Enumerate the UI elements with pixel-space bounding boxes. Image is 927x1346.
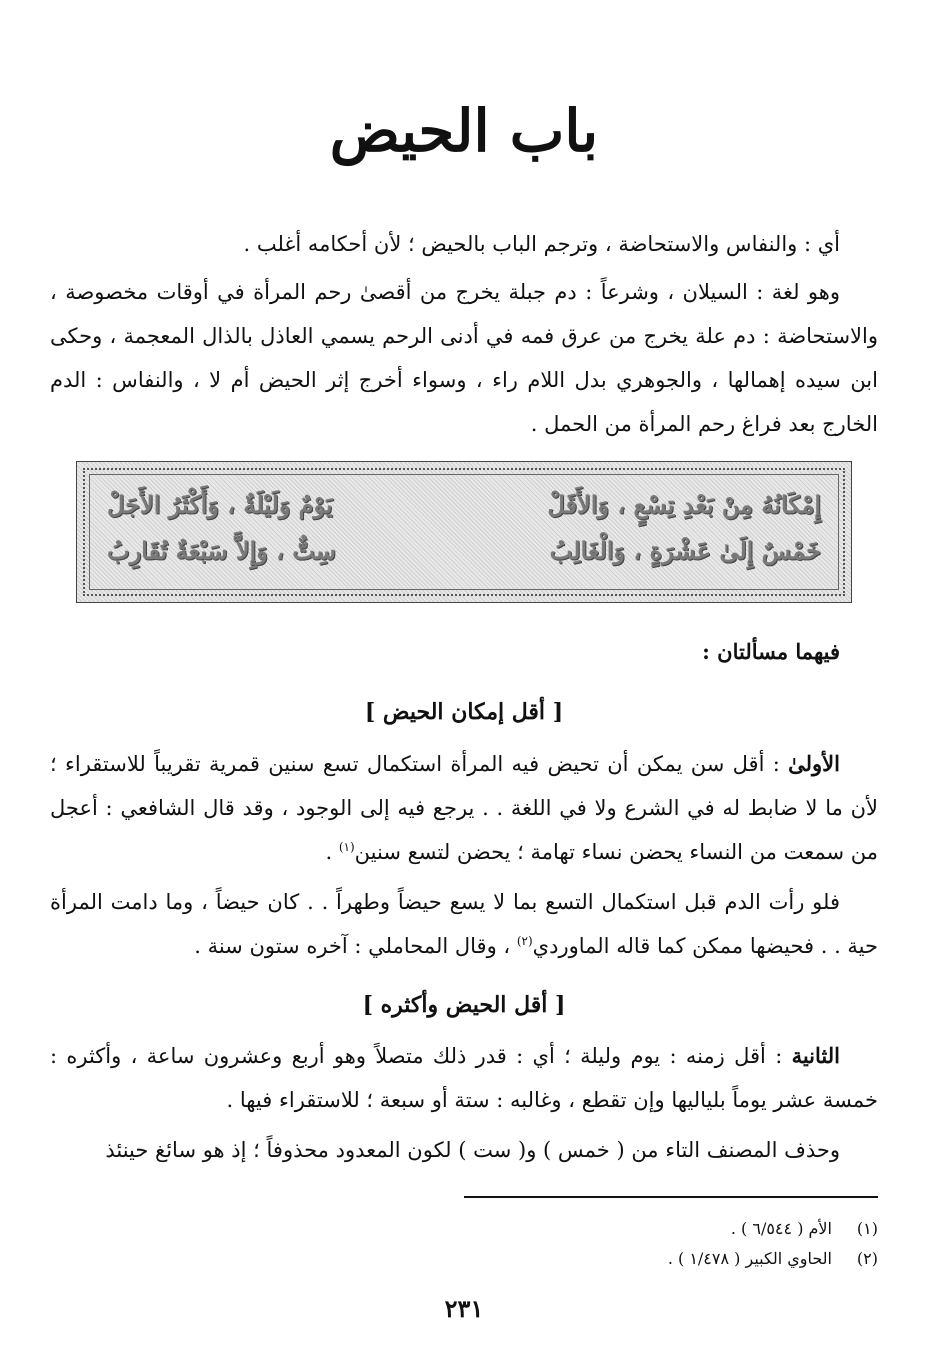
verse-box xyxy=(76,461,852,603)
section-2-lead: الثانية xyxy=(791,1043,840,1068)
page xyxy=(50,0,878,1346)
section-2-paragraph-1 xyxy=(50,1034,878,1122)
footnote-1 xyxy=(50,1214,878,1244)
section-1-p2-text: فلو رأت الدم قبل استكمال التسع بما لا يسع حيضاً وطهراً . . كان حيضاً ، وما دامت المرأة حية . . فحيضها ممكن كما قاله الماوردي xyxy=(50,890,878,958)
verse-line-1 xyxy=(107,490,821,530)
intro-block xyxy=(50,222,878,446)
masail-intro: فيهما مسألتان : xyxy=(702,639,840,664)
intro-paragraph-1: أي : والنفاس والاستحاضة ، وترجم الباب بالحيض ؛ لأن أحكامه أغلب . xyxy=(243,232,840,256)
verse-line-2 xyxy=(107,536,821,576)
section-1-p1-text: : أقل سن يمكن أن تحيض فيه المرأة استكمال تسع سنين قمرية تقريباً للاستقراء ؛ لأن ما لا ضابط له في الشرع ولا في اللغة . . يرجع فيه إلى الوجود ، وقد قال الشافعي : أعجل من سمعت من النساء يحضن نساء تهامة ؛ يحضن لتسع سنين xyxy=(50,752,878,864)
section-2-paragraph-2: وحذف المصنف التاء من ( خمس ) و( ست ) لكون المعدود محذوفاً ؛ إذ هو سائغ حينئذ xyxy=(105,1138,840,1162)
footnote-text: الأم ( ٦/٥٤٤ ) . xyxy=(730,1219,832,1238)
intro-paragraph-2: وهو لغة : السيلان ، وشرعاً : دم جبلة يخرج من أقصىٰ رحم المرأة في أوقات مخصوصة ، والاستحاضة : دم علة يخرج من عرق فمه في أدنى الرحم يسمي العاذل بالذال المعجمة ، وحكى ابن سيده إهمالها ، والجوهري بدل اللام راء ، وسواء أخرج إثر الحيض أم لا ، والنفاس : الدم الخارج بعد فراغ رحم المرأة من الحمل . xyxy=(50,280,878,436)
section-1-body xyxy=(50,742,878,968)
footnote-ref-2[interactable]: (٢) xyxy=(516,934,533,948)
section-1-p2-end: ، وقال المحاملي : آخره ستون سنة . xyxy=(194,934,517,958)
section-2-heading: [ أقل الحيض وأكثره ] xyxy=(362,992,566,1018)
section-1-lead: الأولىٰ xyxy=(788,751,840,776)
footnote-divider xyxy=(464,1196,878,1198)
footnotes xyxy=(50,1214,878,1274)
footnote-2 xyxy=(50,1244,878,1274)
verse-hemistich: سِتٌّ ، وَإِلاَّ سَبْعَةٌ تُقَارِبُ xyxy=(107,536,336,565)
section-2-body xyxy=(50,1034,878,1172)
section-2-p1-text: : أقل زمنه : يوم وليلة ؛ أي : قدر ذلك متصلاً وهو أربع وعشرون ساعة ، وأكثره : خمسة عشر يوماً بلياليها وإن تقطع ، وغالبه : ستة أو سبعة ؛ للاستقراء فيها . xyxy=(50,1044,878,1112)
masail-intro-block xyxy=(50,630,878,674)
section-1-paragraph-1 xyxy=(50,742,878,874)
footnote-number: (١) xyxy=(856,1219,878,1238)
verse-hemistich: إِمْكَانُهُ مِنْ بَعْدِ تِسْعٍ ، وَالأَقَلْ xyxy=(547,490,821,519)
verse-hemistich: خَمْسٌ إِلَىٰ عَشْرَةٍ ، وَالْغَالِبُ xyxy=(549,536,821,565)
page-number: ٢٣١ xyxy=(444,1294,484,1323)
section-1-paragraph-2 xyxy=(50,880,878,968)
chapter-title: باب الحيض xyxy=(329,97,599,165)
footnote-ref-1[interactable]: (١) xyxy=(338,840,355,854)
verse-hemistich: يَوْمٌ وَلَيْلَةٌ ، وَأَكْثَرُ الأَجَلْ xyxy=(107,490,333,519)
section-1-p1-end: . xyxy=(325,840,339,864)
section-1-heading: [ أقل إمكان الحيض ] xyxy=(364,699,564,725)
footnote-number: (٢) xyxy=(856,1249,878,1268)
footnote-text: الحاوي الكبير ( ١/٤٧٨ ) . xyxy=(667,1249,832,1268)
